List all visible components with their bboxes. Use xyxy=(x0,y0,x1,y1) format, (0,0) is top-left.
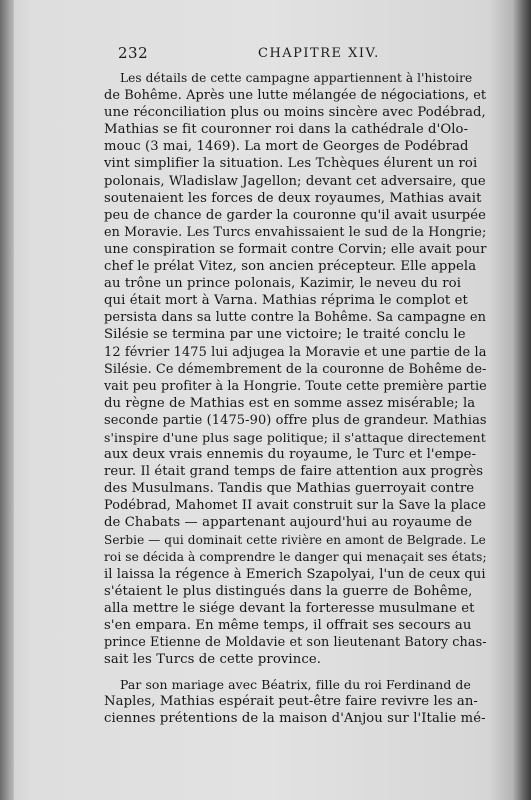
text-line: une réconciliation plus ou moins sincère avec Podébrad, xyxy=(104,105,486,121)
paragraph-gap xyxy=(104,668,486,676)
text-line: s'étaient le plus distingués dans la guerre de Bohême, xyxy=(104,583,473,599)
text-line: chef le prélat Vitez, son ancien précepteur. Elle appela xyxy=(104,259,477,275)
text-line: s'en empara. En même temps, il offrait ses secours au xyxy=(104,618,472,633)
text-line: il laissa la régence à Emerich Szapolyai, l'un de ceux qui xyxy=(104,566,486,582)
text-line: ciennes prétentions de la maison d'Anjou sur l'Italie mé- xyxy=(104,711,486,727)
text-line: vait peu profiter à la Hongrie. Toute cette première partie xyxy=(104,378,487,394)
text-line: de Bohême. Après une lutte mélangée de négociations, et xyxy=(104,88,487,104)
text-line: reur. Il était grand temps de faire attention aux progrès xyxy=(104,464,484,480)
text-line: Serbie — qui dominait cette rivière en amont de Belgrade. Le xyxy=(104,532,486,547)
text-line: mouc (3 mai, 1469). La mort de Georges de Podébrad xyxy=(104,139,469,155)
text-line: roi se décida à comprendre le danger qui menaçait ses états; xyxy=(104,549,487,564)
book-spine-shadow xyxy=(0,0,14,800)
text-line: persista dans sa lutte contre la Bohême. Sa campagne en xyxy=(104,310,486,326)
text-line: s'inspire d'une plus sage politique; il s'attaque directement xyxy=(104,429,486,445)
running-title: CHAPITRE XIV. xyxy=(258,46,380,61)
text-line: qui était mort à Varna. Mathias réprima le complot et xyxy=(104,293,468,309)
text-line: aux deux vrais ennemis du royaume, le Turc et l'empe- xyxy=(104,447,477,463)
text-line: de Chabats — appartenant aujourd'hui au royaume de xyxy=(104,515,473,531)
text-line: soutenaient les forces de deux royaumes, Mathias avait xyxy=(104,190,482,206)
paragraph xyxy=(104,70,486,668)
text-line: Podébrad, Mahomet II avait construit sur la Save la place xyxy=(104,498,486,514)
text-line: Silésie se termina par une victoire; le traité conclu le xyxy=(104,327,466,343)
text-line: peu de chance de garder la couronne qu'il avait usurpée xyxy=(104,207,486,223)
text-line: une conspiration se formait contre Corvin; elle avait pour xyxy=(104,241,487,257)
text-line: seconde partie (1475-90) offre plus de grandeur. Mathias xyxy=(104,412,487,428)
text-line: vint simplifier la situation. Les Tchèques élurent un roi xyxy=(104,156,478,172)
page-number: 232 xyxy=(118,44,149,62)
text-line: sait les Turcs de cette province. xyxy=(104,652,322,668)
paragraph xyxy=(104,676,486,727)
text-line: Par son mariage avec Béatrix, fille du roi Ferdinand de xyxy=(120,677,471,693)
page-header xyxy=(118,44,508,64)
page-edge-shadow xyxy=(513,0,531,800)
text-line: alla mettre le siége devant la forteresse musulmane et xyxy=(104,600,475,616)
text-line: des Musulmans. Tandis que Mathias guerroyait contre xyxy=(104,481,475,497)
text-line: 12 février 1475 lui adjugea la Moravie et une partie de la xyxy=(104,344,487,360)
text-line: du règne de Mathias est en somme assez misérable; la xyxy=(104,395,476,411)
text-line: prince Etienne de Moldavie et son lieutenant Batory chas- xyxy=(104,635,487,651)
text-line: au trône un prince polonais, Kazimir, le neveu du roi xyxy=(104,276,462,292)
text-line: Les détails de cette campagne appartiennent à l'histoire xyxy=(120,71,473,85)
text-line: Naples, Mathias espérait peut-être faire revivre les an- xyxy=(104,694,478,710)
text-line: en Moravie. Les Turcs envahissaient le sud de la Hongrie; xyxy=(104,224,487,240)
text-line: polonais, Wladislaw Jagellon; devant cet adversaire, que xyxy=(104,173,486,189)
body-text xyxy=(104,70,486,728)
text-line: Silésie. Ce démembrement de la couronne de Bohême de- xyxy=(104,361,487,377)
text-line: Mathias se fit couronner roi dans la cathédrale d'Olo- xyxy=(104,122,469,138)
